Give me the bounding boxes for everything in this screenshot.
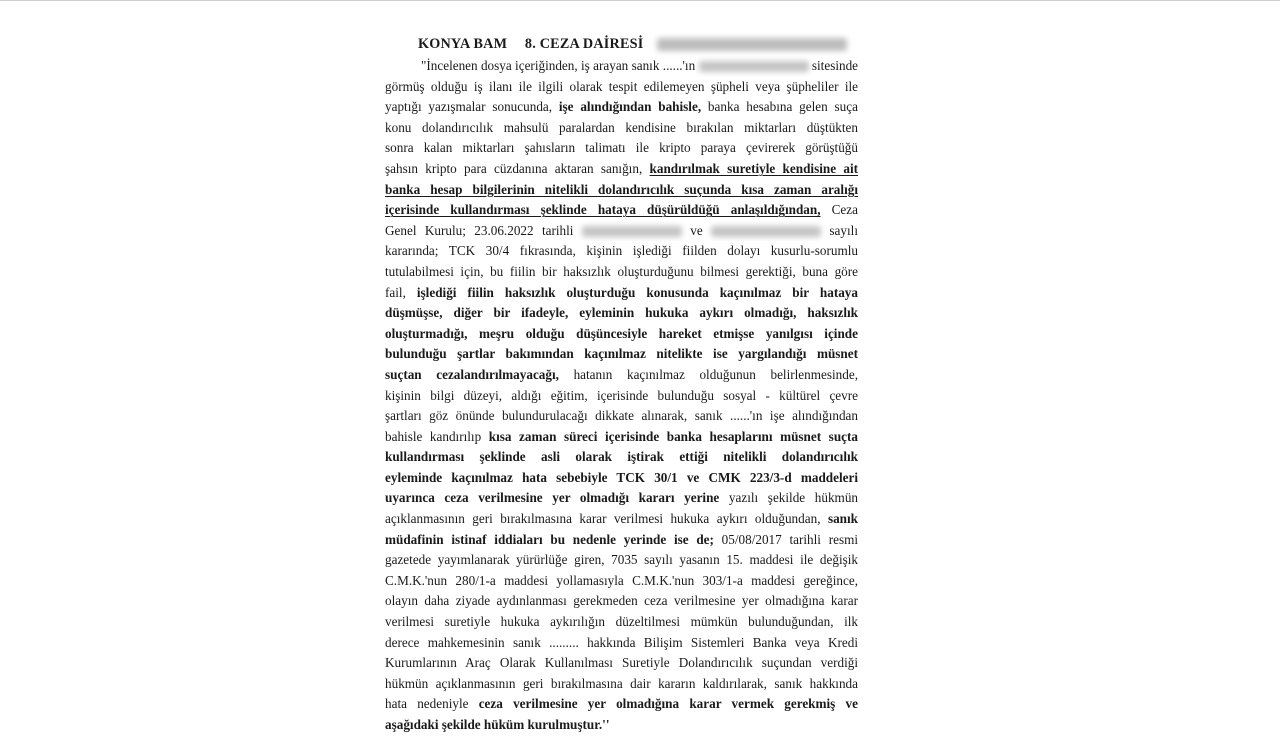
text-line	[385, 509, 858, 530]
text-line	[385, 159, 858, 180]
text-line	[385, 715, 858, 736]
document-body	[385, 56, 858, 736]
text-segment: görmüş olduğu iş ilanı ile ilgili olarak tespit edilemeyen şüpheli veya şüpheliler ile	[385, 78, 858, 94]
text-segment: banka hesabına gelen suça	[701, 99, 858, 115]
text-segment: kişinin bilgi düzeyi, aldığı eğitim, içerisinde bulunduğu sosyal - kültürel çevre	[385, 387, 858, 403]
text-segment: ve	[690, 222, 703, 238]
document-header	[418, 34, 847, 55]
text-segment: gazetede yayımlanarak yürürlüğe giren, 7035 sayılı yasanın 15. maddesi ile değişik	[385, 552, 858, 568]
text-line	[385, 674, 858, 695]
bold-text: müdafinin istinaf iddiaları bu nedenle yerinde ise de;	[385, 531, 714, 547]
text-segment: C.M.K.'nun 280/1-a maddesi yollamasıyla C.M.K.'nun 303/1-a maddesi gereğince,	[385, 572, 858, 588]
text-segment: sitesinde	[811, 58, 858, 73]
text-line	[385, 694, 858, 715]
text-line	[385, 77, 858, 98]
text-segment: Ceza	[820, 202, 858, 218]
text-segment: yazılı şekilde hükmün	[719, 490, 858, 506]
text-segment: verilmesi suretiyle hukuka aykırılığın düzeltilmesi mümkün bulunduğundan, ilk	[385, 614, 858, 630]
text-line	[385, 571, 858, 592]
text-line	[385, 406, 858, 427]
bold-text: kısa zaman süreci içerisinde banka hesaplarını müsnet suçta	[488, 428, 858, 444]
text-segment: Kurumlarının Araç Olarak Kullanılması Suretiyle Dolandırıcılık suçundan verdiği	[385, 655, 858, 671]
redacted-text	[582, 226, 682, 237]
bold-text: aşağıdaki şekilde hüküm kurulmuştur.''	[385, 717, 610, 732]
text-line	[385, 324, 858, 345]
text-line	[385, 180, 858, 201]
text-segment: tutulabilmesi için, bu fiilin bir haksızlık oluşturduğunu bilmesi gerektiği, buna göre	[385, 263, 858, 279]
text-line	[385, 468, 858, 489]
bold-text: kullandırması şeklinde asli olarak iştirak ettiği nitelikli dolandırıcılık	[385, 449, 858, 465]
bold-text: eyleminde kaçınılmaz hata sebebiyle TCK 30/1 ve CMK 223/3-d maddeleri	[385, 469, 858, 485]
text-line	[385, 221, 858, 242]
text-segment: şartları göz önünde bulundurulacağı dikkate alınarak, sanık ......'ın işe alındığından	[385, 408, 858, 424]
text-segment: derece mahkemesinin sanık ......... hakkında Bilişim Sistemleri Banka veya Kredi	[385, 634, 858, 650]
text-segment: sonra kalan miktarları şahısların talimatı ile kripto paraya çevirerek görüştüğü	[385, 140, 858, 156]
text-line	[385, 633, 858, 654]
text-line	[385, 118, 858, 139]
text-segment: "İncelenen dosya içeriğinden, iş arayan sanık ......'ın	[421, 58, 696, 73]
top-border	[0, 0, 1280, 1]
bold-text: içerisinde kullandırması şeklinde hataya düşürüldüğü anlaşıldığından,	[385, 202, 821, 218]
text-segment: 05/08/2017 tarihli resmi	[713, 531, 858, 547]
redacted-text	[711, 226, 821, 237]
text-line	[385, 591, 858, 612]
text-segment: olayın daha ziyade aydınlanması gerekmeden ceza verilmesine yer olmadığına karar	[385, 593, 858, 609]
bold-text: kandırılmak suretiyle kendisine ait	[649, 160, 858, 176]
redacted-case-number	[657, 38, 847, 51]
redacted-text	[699, 61, 809, 72]
text-line	[385, 550, 858, 571]
text-line	[385, 241, 858, 262]
text-line	[385, 488, 858, 509]
chamber-name: 8. CEZA DAİRESİ	[524, 36, 644, 52]
bold-text: banka hesap bilgilerinin nitelikli dolandırıcılık suçunda kısa zaman aralığı	[385, 181, 858, 197]
text-segment: açıklanmasının geri bırakılmasına karar verilmesi hukuka aykırı olduğundan,	[385, 511, 828, 527]
text-line	[385, 262, 858, 283]
text-segment: kararında; TCK 30/4 fıkrasında, kişinin işlediği fiilden dolayı kusurlu-sorumlu	[385, 243, 858, 259]
text-segment: hata nedeniyle	[385, 696, 479, 712]
text-line	[385, 386, 858, 407]
text-line	[385, 283, 858, 304]
text-line	[385, 612, 858, 633]
text-segment: konu dolandırıcılık mahsulü paralardan kendisine bırakılan miktarları düştükten	[385, 119, 858, 135]
bold-text: bulunduğu şartlar bakımından kaçınılmaz nitelikte ise yargılandığı müsnet	[385, 346, 858, 362]
text-segment: hatanın kaçınılmaz olduğunun belirlenmesinde,	[558, 366, 858, 382]
text-line	[385, 530, 858, 551]
text-line	[385, 365, 858, 386]
text-line	[385, 97, 858, 118]
bold-text: işe alındığından bahisle,	[558, 99, 702, 115]
bold-text: işlediği fiilin haksızlık oluşturduğu konusunda kaçınılmaz bir hataya	[416, 284, 858, 300]
bold-text: ceza verilmesine yer olmadığına karar vermek gerekmiş ve	[478, 696, 858, 712]
text-line	[385, 200, 858, 221]
text-line	[385, 344, 858, 365]
text-segment: şahsın kripto para cüzdanına aktaran sanığın,	[385, 160, 650, 176]
text-segment: sayılı	[829, 222, 858, 238]
text-segment: bahisle kandırılıp	[385, 428, 489, 444]
bold-text: düşmüşse, diğer bir ifadeyle, eyleminin hukuka aykırı olmadığı, haksızlık	[385, 305, 858, 321]
text-line	[385, 56, 858, 77]
text-line	[385, 303, 858, 324]
text-line	[385, 427, 858, 448]
text-segment: Genel Kurulu; 23.06.2022 tarihli	[385, 222, 574, 238]
text-line	[385, 447, 858, 468]
bold-text: suçtan cezalandırılmayacağı,	[385, 366, 559, 382]
bold-text: sanık	[827, 511, 858, 527]
bold-text: uyarınca ceza verilmesine yer olmadığı kararı yerine	[385, 490, 720, 506]
bold-text: oluşturmadığı, meşru olduğu düşüncesiyle hareket etmişse yanılgısı içinde	[385, 325, 858, 341]
text-segment: yaptığı yazışmalar sonucunda,	[385, 99, 559, 115]
text-line	[385, 653, 858, 674]
court-name: KONYA BAM	[418, 36, 508, 52]
text-line	[385, 138, 858, 159]
text-segment: fail,	[385, 284, 417, 300]
text-segment: hükmün açıklanmasının geri bırakılmasına dair kararın kaldırılarak, sanık hakkında	[385, 675, 858, 691]
